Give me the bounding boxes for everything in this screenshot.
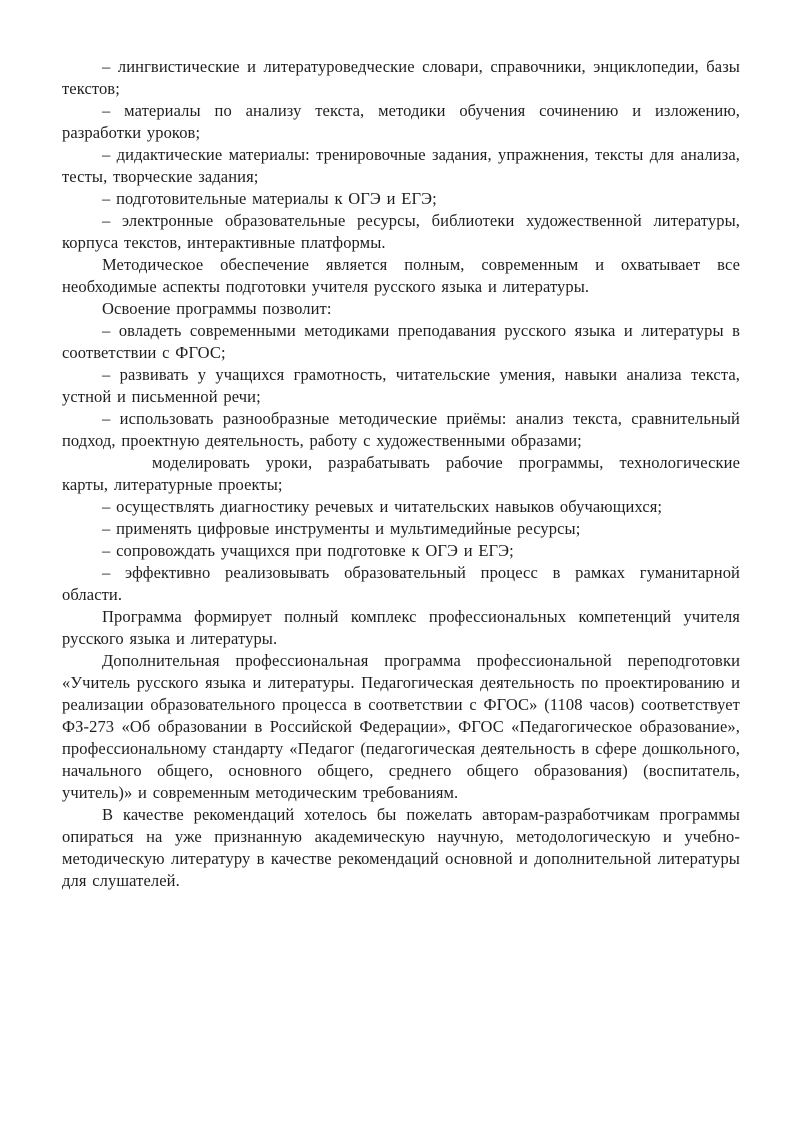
para-model-lessons: моделировать уроки, разрабатывать рабочие программы, технологические карты, литературные проекты; <box>62 453 740 494</box>
para-methodical-support: Методическое обеспечение является полным, современным и охватывает все необходимые аспекты подготовки учителя русского языка и литературы. <box>62 255 740 296</box>
bullet-develop-literacy: – развивать у учащихся грамотность, читательские умения, навыки анализа текста, устной и письменной речи; <box>62 365 740 406</box>
bullet-electronic-resources: – электронные образовательные ресурсы, библиотеки художественной литературы, корпуса текстов, интерактивные платформы. <box>62 211 740 252</box>
para-program-competencies: Программа формирует полный комплекс профессиональных компетенций учителя русского языка и литературы. <box>62 607 740 648</box>
bullet-digital-tools: – применять цифровые инструменты и мультимедийные ресурсы; <box>102 519 581 538</box>
bullet-linguistic-dictionaries: – лингвистические и литературоведческие словари, справочники, энциклопедии, базы текстов; <box>62 57 740 98</box>
bullet-didactic-materials: – дидактические материалы: тренировочные задания, упражнения, тексты для анализа, тесты, творческие задания; <box>62 145 740 186</box>
bullet-diagnose-skills: – осуществлять диагностику речевых и читательских навыков обучающихся; <box>102 497 663 516</box>
para-recommendations: В качестве рекомендаций хотелось бы пожелать авторам-разработчикам программы опираться на уже признанную академическую научную, методологическую и учебно-методическую литературу в качестве рекомендаций основной и дополнительной литературы для слушателей. <box>62 805 740 890</box>
para-program-mastery-intro: Освоение программы позволит: <box>102 299 332 318</box>
bullet-exam-preparation-support: – сопровождать учащихся при подготовке к ОГЭ и ЕГЭ; <box>102 541 514 560</box>
bullet-use-methodical-techniques: – использовать разнообразные методические приёмы: анализ текста, сравнительный подход, проектную деятельность, работу с художественными образами; <box>62 409 740 450</box>
bullet-master-teaching-methods: – овладеть современными методиками преподавания русского языка и литературы в соответствии с ФГОС; <box>62 321 740 362</box>
document-body <box>62 56 740 892</box>
para-program-compliance: Дополнительная профессиональная программа профессиональной переподготовки «Учитель русского языка и литературы. Педагогическая деятельность по проектированию и реализации образовательного процесса в соответствии с ФГОС» (1108 часов) соответствует ФЗ-273 «Об образовании в Российской Федерации», ФГОС «Педагогическое образование», профессиональному стандарту «Педагог (педагогическая деятельность в сфере дошкольного, начального общего, основного общего, среднего общего образования) (воспитатель, учитель)» и современным методическим требованиям. <box>62 651 740 802</box>
bullet-text-analysis-materials: – материалы по анализу текста, методики обучения сочинению и изложению, разработки уроков; <box>62 101 740 142</box>
bullet-oge-ege-materials: – подготовительные материалы к ОГЭ и ЕГЭ; <box>102 189 437 208</box>
bullet-effective-educational-process: – эффективно реализовывать образовательный процесс в рамках гуманитарной области. <box>62 563 740 604</box>
